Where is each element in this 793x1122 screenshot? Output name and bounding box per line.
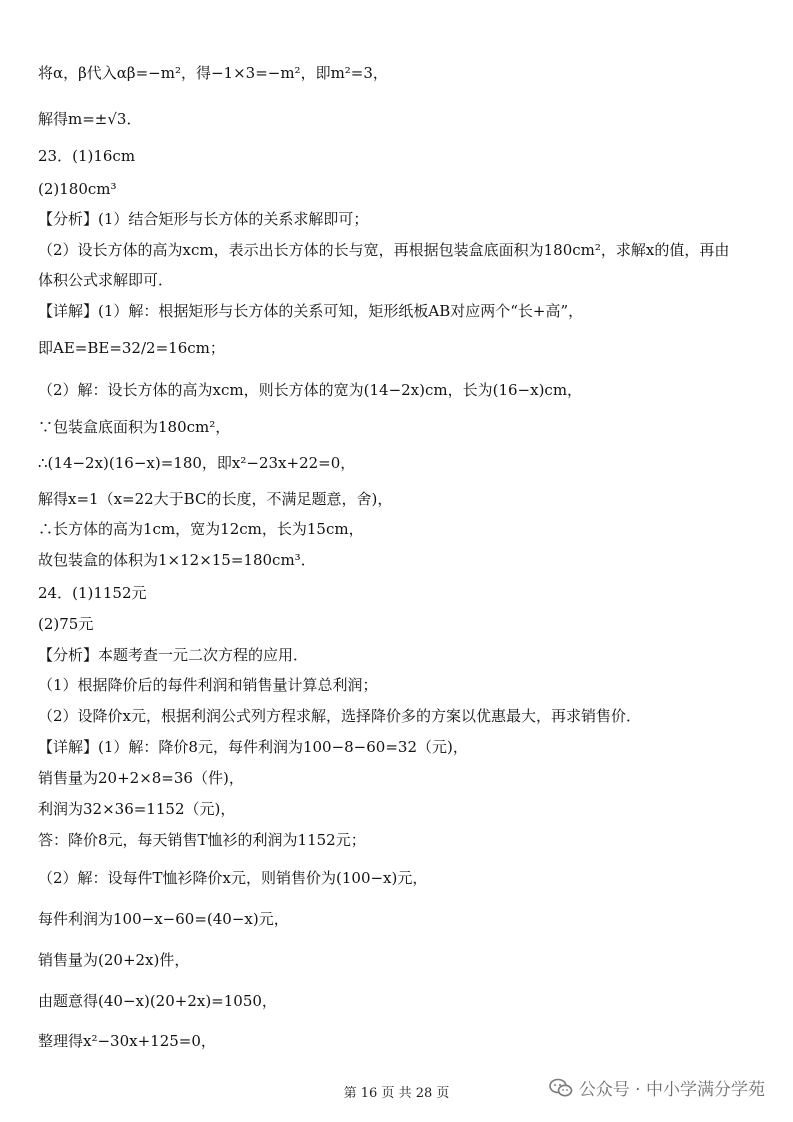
text-line: （2）解：设每件T恤衫降价x元，则销售价为(100−x)元， [38, 869, 428, 887]
text-line: 【分析】本题考查一元二次方程的应用． [38, 646, 309, 664]
wechat-icon [549, 1078, 573, 1098]
text-line: (2)180cm³ [38, 180, 117, 198]
text-line: 【详解】(1）解：根据矩形与长方体的关系可知，矩形纸板AB对应两个“长+高”， [38, 302, 584, 320]
text-line: 销售量为(20+2x)件， [38, 951, 190, 969]
text-line: 由题意得(40−x)(20+2x)=1050， [38, 992, 277, 1010]
text-line: (2)75元 [38, 615, 94, 633]
text-line: 利润为32×36=1152（元)， [38, 800, 236, 818]
text-line: 整理得x²−30x+125=0， [38, 1032, 216, 1050]
watermark-text: 公众号 · 中小学满分学苑 [578, 1080, 765, 1100]
text-line: （1）根据降价后的每件利润和销售量计算总利润； [38, 676, 378, 694]
text-line: 即AE=BE=32/2=16cm； [38, 339, 225, 357]
text-line: 【详解】(1）解：降价8元，每件利润为100−8−60=32（元)， [38, 738, 468, 756]
text-line: （2）设降价x元，根据利润公式列方程求解，选择降价多的方案以优惠最大，再求销售价． [38, 707, 642, 725]
text-line: 答：降价8元，每天销售T恤衫的利润为1152元； [38, 831, 366, 849]
text-line: 23．(1)16cm [38, 147, 136, 165]
text-line: （2）解：设长方体的高为xcm，则长方体的宽为(14−2x)cm，长为(16−x)cm， [38, 381, 583, 399]
text-line: 每件利润为100−x−60=(40−x)元， [38, 910, 289, 928]
text-line: 24．(1)1152元 [38, 584, 147, 602]
text-line: 解得m=±√3． [38, 110, 142, 128]
text-line: ∴(14−2x)(16−x)=180，即x²−23x+22=0， [38, 454, 356, 472]
text-line: （2）设长方体的高为xcm，表示出长方体的长与宽，再根据包装盒底面积为180cm²，求解x的值，再由 [38, 241, 730, 259]
text-line: 解得x=1（x=22大于BC的长度，不满足题意，舍)， [38, 490, 393, 508]
text-line: ∴长方体的高为1cm，宽为12cm，长为15cm， [38, 520, 364, 538]
text-line: 【分析】(1）结合矩形与长方体的关系求解即可； [38, 210, 369, 228]
text-line: ∵包装盒底面积为180cm²， [38, 418, 231, 436]
watermark [549, 1075, 765, 1100]
text-line: 故包装盒的体积为1×12×15=180cm³． [38, 551, 316, 569]
text-line: 体积公式求解即可． [38, 271, 174, 289]
page-number: 第 16 页 共 28 页 [343, 1086, 450, 1101]
text-line: 销售量为20+2×8=36（件)， [38, 769, 244, 787]
text-line: 将α，β代入αβ=−m²，得−1×3=−m²，即m²=3， [38, 64, 388, 82]
